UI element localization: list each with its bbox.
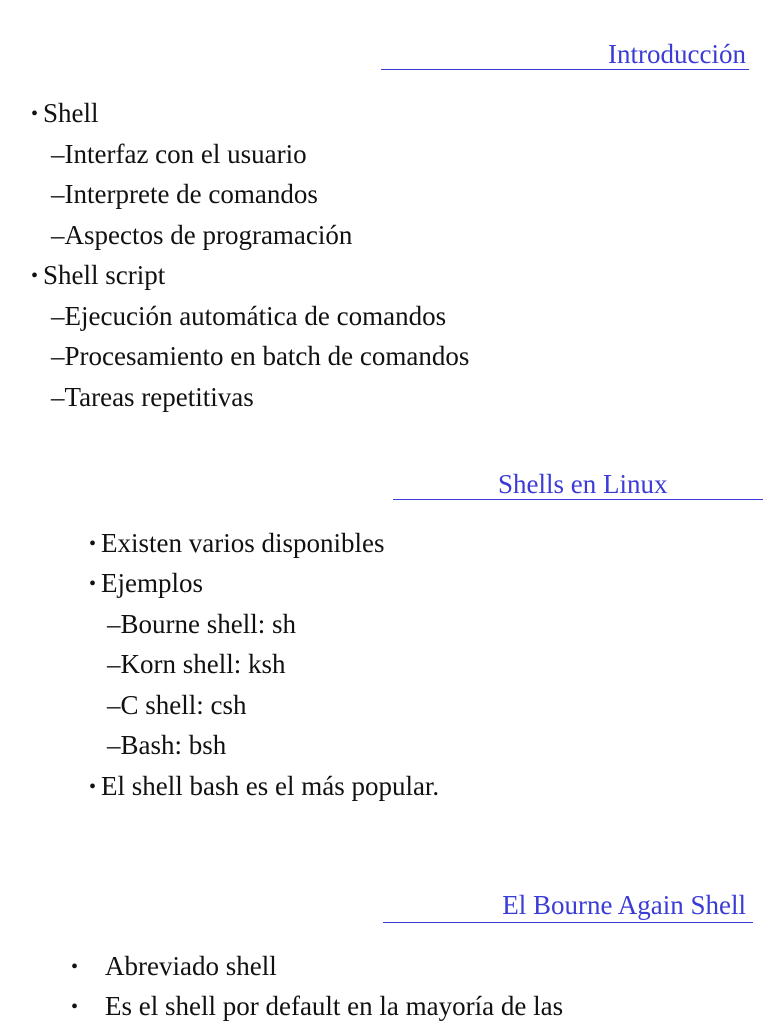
bullet-item: • Existen varios disponibles	[89, 528, 385, 558]
sub-item: –Bourne shell: sh	[107, 609, 296, 639]
bullet-marker: •	[31, 265, 39, 287]
sub-item: –Korn shell: ksh	[107, 649, 286, 679]
section-title-shells-en-linux: Shells en Linux	[498, 469, 668, 499]
section-divider	[383, 922, 753, 923]
bullet-marker: •	[71, 956, 79, 978]
bullet-marker: •	[89, 776, 97, 798]
sub-item: –Interprete de comandos	[51, 179, 318, 209]
bullet-marker: •	[89, 533, 97, 555]
bullet-item: • Abreviado shell	[71, 951, 277, 981]
sub-item: –Bash: bsh	[107, 730, 227, 760]
bullet-marker: •	[31, 103, 39, 125]
bullet-item: • Shell	[31, 98, 99, 128]
sub-item: –Aspectos de programación	[51, 220, 353, 250]
sub-item: –Interfaz con el usuario	[51, 139, 307, 169]
bullet-item: • Shell script	[31, 260, 166, 290]
bullet-item: • Es el shell por default en la mayoría de las	[71, 991, 564, 1021]
sub-item: –Tareas repetitivas	[51, 382, 254, 412]
bullet-marker: •	[89, 573, 97, 595]
sub-item: –C shell: csh	[107, 690, 247, 720]
section-title-bourne-again-shell: El Bourne Again Shell	[502, 890, 746, 920]
section-divider	[393, 499, 763, 500]
bullet-item: • Ejemplos	[89, 568, 203, 598]
section-divider	[381, 69, 749, 70]
section-title-introduccion: Introducción	[608, 39, 746, 69]
bullet-item: • El shell bash es el más popular.	[89, 771, 440, 801]
bullet-marker: •	[71, 996, 79, 1018]
sub-item: –Procesamiento en batch de comandos	[51, 341, 470, 371]
sub-item: –Ejecución automática de comandos	[51, 301, 447, 331]
